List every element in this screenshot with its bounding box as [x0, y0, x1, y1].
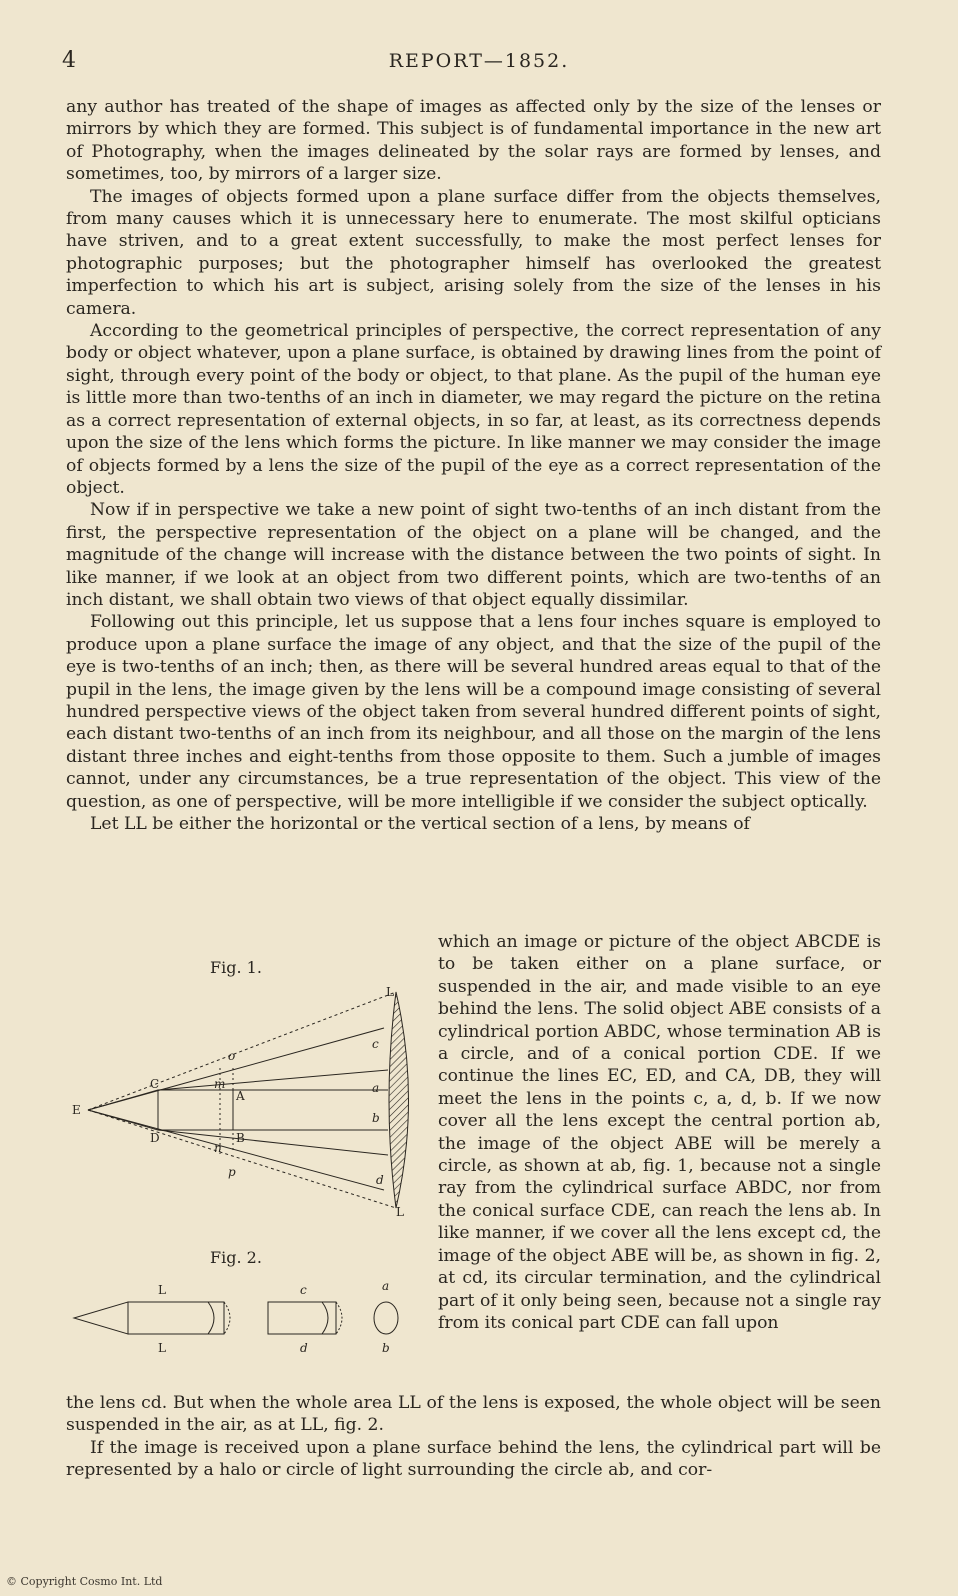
- paragraph: According to the geometrical principles of perspective, the correct representation of any body or object whatever, upon a plane surface, is obtained by drawing lines from the point of sight, through every point of the body or object, to that plane. As the pupil of the human eye is little more than two-tenths of an inch in diameter, we may regard the picture on the retina as a correct representation of external objects, in so far, at least, as its correctness depends upon the size of the lens which forms the picture. In like manner we may consider the image of objects formed by a lens the size of the pupil of the eye as a correct representation of the object.: [66, 321, 881, 498]
- paragraph: If the image is received upon a plane surface behind the lens, the cylindrical part will be represented by a halo or circle of light surrounding the circle ab, and cor-: [66, 1437, 881, 1481]
- fig1-label-C: C: [150, 1077, 160, 1091]
- paragraph: Now if in perspective we take a new point of sight two-tenths of an inch distant from the first, the perspective representation of the object on a plane will be changed, and the magnitude of the change will increase with the distance between the two points of sight. In like manner, if we look at an object from two different points, which are two-tenths of an inch distant, we shall obtain two views of that object equally dissimilar.: [66, 500, 881, 610]
- fig2-label-c: c: [300, 1283, 307, 1297]
- fig1-label-m: m: [214, 1077, 226, 1091]
- paragraph: Let LL be either the horizontal or the vertical section of a lens, by means of: [90, 814, 750, 834]
- paragraph: the lens cd. But when the whole area LL of the lens is exposed, the whole object will be seen suspended in the air, as at LL, fig. 2.: [66, 1393, 881, 1436]
- cylinder-outline: [128, 1302, 224, 1334]
- cylinder-end: [224, 1302, 230, 1334]
- figure-1: [66, 980, 432, 1220]
- cone-edge: [88, 1090, 158, 1110]
- paragraph: any author has treated of the shape of images as affected only by the size of the lenses or mirrors by which they are formed. This subject is of fundamental importance in the new art of Photography, when the images delineated by the solar rays are formed by lenses, and sometimes, too, by mirrors of a larger size.: [66, 97, 881, 185]
- paragraph: which an image or picture of the object ABCDE is to be taken either on a plane surface, or suspended in the air, and made visible to an eye behind the lens. The solid object ABE consists of a cylindrical portion ABDC, whose termination AB is a circle, and of a conical portion CDE. If we continue the lines EC, ED, and CA, DB, they will meet the lens in the points c, a, d, b. If we now cover all the lens except the central portion ab, the image of the object ABE will be merely a circle, as shown at ab, fig. 1, because not a single ray from the cylindrical surface ABDC, nor from the conical surface CDE, can reach the lens ab. In like manner, if we cover all the lens except cd, the image of the object ABE will be, as shown in fig. 2, at cd, its circular termination, and the cylindrical part of it only being seen, because not a single ray from its conical part CDE can fall upon: [438, 932, 881, 1333]
- fig2-caption: Fig. 2.: [210, 1248, 262, 1267]
- ray-line: [158, 1070, 388, 1090]
- cone-edge: [88, 1110, 158, 1130]
- fig1-label-a: a: [372, 1081, 380, 1095]
- page-number: 4: [62, 48, 76, 73]
- fig1-label-A: A: [236, 1089, 245, 1103]
- fig2-label-d: d: [300, 1341, 308, 1355]
- fig1-caption: Fig. 1.: [210, 958, 262, 977]
- fig1-label-c: c: [372, 1037, 379, 1051]
- fig1-label-L-top: L: [386, 985, 394, 999]
- cylinder-end: [336, 1302, 342, 1334]
- fig2-label-L-bottom: L: [158, 1341, 166, 1355]
- fig1-label-L-bottom: L: [396, 1205, 404, 1219]
- running-title: REPORT—1852.: [388, 50, 570, 72]
- figure-2-diagram: [66, 1274, 432, 1356]
- fig2-label-L-top: L: [158, 1283, 166, 1297]
- cylinder-outline: [158, 1090, 233, 1130]
- cylinder-outline: [268, 1302, 336, 1334]
- cylinder-end: [322, 1302, 328, 1334]
- lens-shape: [389, 992, 409, 1208]
- figure-2: [66, 1274, 432, 1356]
- cone-outline: [74, 1302, 128, 1334]
- fig1-label-n: n: [214, 1141, 222, 1155]
- fig1-label-D: D: [150, 1131, 160, 1145]
- ray-line: [88, 1110, 396, 1208]
- cylinder-end: [208, 1302, 214, 1334]
- paragraph: The images of objects formed upon a plane surface differ from the objects themselves, from many causes which it is unnecessary here to enumerate. The most skilful opticians have striven, and to a great extent successfully, to make the most perfect lenses for photographic purposes; but the photographer himself has overlooked the greatest imperfection to which his art is subject, arising solely from the size of the lenses in his camera.: [66, 186, 881, 319]
- fig1-label-p: p: [228, 1165, 236, 1179]
- fig2-label-b: b: [382, 1341, 390, 1355]
- fig1-label-E: E: [72, 1103, 81, 1117]
- fig1-label-B: B: [236, 1131, 245, 1145]
- body-text-right-column: [438, 931, 881, 1334]
- fig1-label-b: b: [372, 1111, 380, 1125]
- figure-1-diagram: [66, 980, 432, 1220]
- body-text-top: [66, 96, 881, 835]
- page-header: [62, 48, 896, 78]
- fig1-label-d: d: [376, 1173, 384, 1187]
- fig2-label-a: a: [382, 1279, 390, 1293]
- copyright-notice: © Copyright Cosmo Int. Ltd: [6, 1575, 163, 1588]
- body-text-bottom: [66, 1392, 881, 1482]
- paragraph: Following out this principle, let us suppose that a lens four inches square is employed to produce upon a plane surface the image of any object, and that the size of the pupil of the eye is two-tenths of an inch; then, as there will be several hundred areas equal to that of the pupil in the lens, the image given by the lens will be a compound image consisting of several hundred perspective views of the object taken from several hundred different points of sight, each distant two-tenths of an inch from its neighbour, and all those on the margin of the lens distant three inches and eight-tenths from those opposite to them. Such a jumble of images cannot, under any circumstances, be a true representation of the object. This view of the question, as one of perspective, will be more intelligible if we consider the subject optically.: [66, 612, 881, 812]
- circle-ab: [374, 1302, 398, 1334]
- fig1-label-o: o: [228, 1049, 236, 1063]
- ray-line: [158, 1130, 388, 1155]
